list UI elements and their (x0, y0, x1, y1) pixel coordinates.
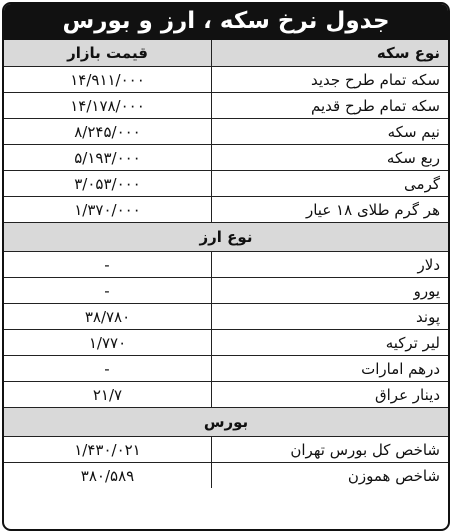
row-value: ۱/۳۷۰/۰۰۰ (4, 197, 212, 223)
row-name: سکه تمام طرح جدید (212, 67, 449, 93)
row-value: ۱/۴۳۰/۰۲۱ (4, 437, 212, 463)
table-row (4, 356, 448, 382)
row-value: - (4, 278, 212, 304)
currency-section-row (4, 223, 448, 252)
table-row (4, 67, 448, 93)
stock-section-row (4, 408, 448, 437)
row-name: درهم امارات (212, 356, 449, 382)
row-name: شاخص کل بورس تهران (212, 437, 449, 463)
row-value: - (4, 356, 212, 382)
table-row (4, 304, 448, 330)
row-value: ۳/۰۵۳/۰۰۰ (4, 171, 212, 197)
table-row (4, 93, 448, 119)
table-row (4, 330, 448, 356)
market-price-header: قیمت بازار (4, 40, 212, 67)
row-value: ۱۴/۱۷۸/۰۰۰ (4, 93, 212, 119)
row-value: - (4, 252, 212, 278)
price-table (4, 40, 448, 488)
row-name: ربع سکه (212, 145, 449, 171)
row-value: ۳۸۰/۵۸۹ (4, 463, 212, 489)
row-value: ۱۴/۹۱۱/۰۰۰ (4, 67, 212, 93)
table-row (4, 463, 448, 489)
table-row (4, 171, 448, 197)
row-name: پوند (212, 304, 449, 330)
table-row (4, 252, 448, 278)
row-name: نیم سکه (212, 119, 449, 145)
row-value: ۸/۲۴۵/۰۰۰ (4, 119, 212, 145)
row-value: ۲۱/۷ (4, 382, 212, 408)
row-name: یورو (212, 278, 449, 304)
table-row (4, 437, 448, 463)
row-name: دلار (212, 252, 449, 278)
coin-header-row (4, 40, 448, 67)
row-name: گرمی (212, 171, 449, 197)
table-row (4, 278, 448, 304)
row-value: ۱/۷۷۰ (4, 330, 212, 356)
currency-section-header: نوع ارز (4, 223, 448, 252)
table-row (4, 197, 448, 223)
table-row (4, 119, 448, 145)
stock-section-header: بورس (4, 408, 448, 437)
row-value: ۵/۱۹۳/۰۰۰ (4, 145, 212, 171)
row-value: ۳۸/۷۸۰ (4, 304, 212, 330)
row-name: دینار عراق (212, 382, 449, 408)
row-name: لیر ترکیه (212, 330, 449, 356)
price-table-card (2, 2, 450, 531)
row-name: هر گرم طلای ۱۸ عیار (212, 197, 449, 223)
row-name: شاخص هموزن (212, 463, 449, 489)
row-name: سکه تمام طرح قدیم (212, 93, 449, 119)
table-row (4, 145, 448, 171)
coin-type-header: نوع سکه (212, 40, 449, 67)
page-title: جدول نرخ سکه ، ارز و بورس (4, 4, 448, 40)
table-row (4, 382, 448, 408)
